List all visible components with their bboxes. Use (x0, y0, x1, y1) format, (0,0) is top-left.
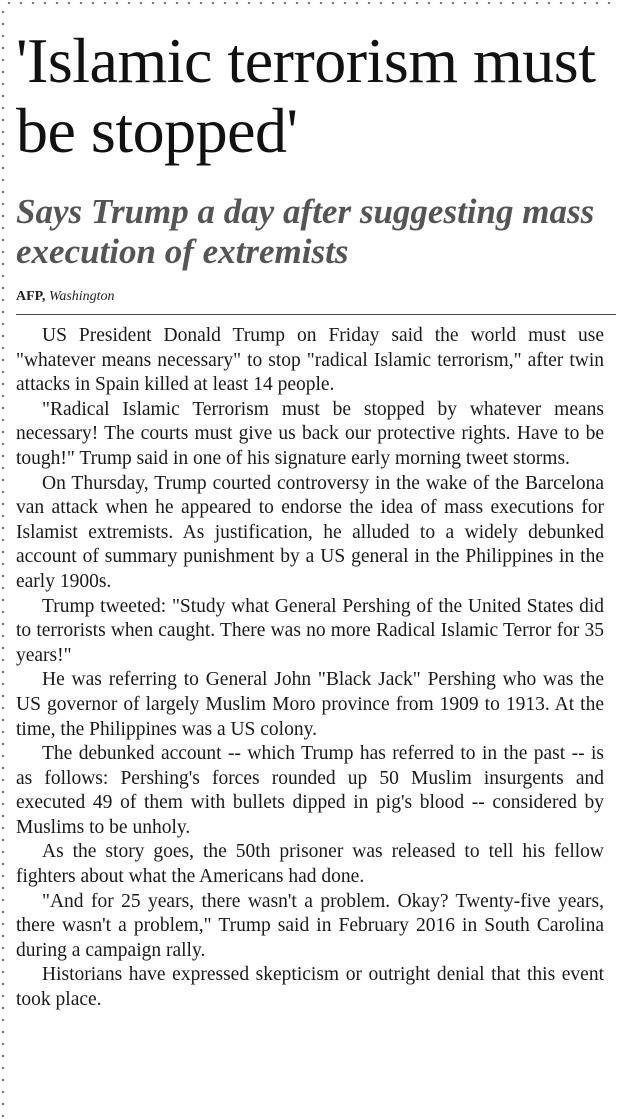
subheadline: Says Trump a day after suggesting mass execution of extremists (16, 192, 595, 271)
byline-divider (16, 314, 616, 315)
article-paragraph-5: He was referring to General John "Black Jack" Pershing who was the US governor of largely Muslim Moro province from 1909 to 1913. At the time, the Philippines was a US colony. (16, 669, 604, 740)
article-paragraph-6: The debunked account -- which Trump has referred to in the past -- is as follows: Pershing's forces rounded up 50 Muslim insurgents and executed 49 of them with bullets dipped in pig's blood -- considered by Muslims to be unholy. (16, 743, 604, 838)
article-paragraph-7: As the story goes, the 50th prisoner was released to tell his fellow fighters about what the Americans had done. (16, 841, 604, 888)
byline (16, 288, 115, 306)
article-paragraph-2: "Radical Islamic Terrorism must be stopped by whatever means necessary! The courts must give us back our protective rights. Have to be tough!" Trump said in one of his signature early morning tweet storms. (16, 398, 604, 469)
article-paragraph-3: On Thursday, Trump courted controversy in the wake of the Barcelona van attack when he appeared to endorse the idea of mass executions for Islamist extremists. As justification, he alluded to a widely debunked account of summary punishment by a US general in the Philippines in the early 1900s. (16, 472, 604, 592)
byline-agency: AFP, (16, 289, 46, 304)
dotted-cut-border-left (0, 6, 6, 1119)
article-paragraph-4: Trump tweeted: "Study what General Pershing of the United States did to terrorists when caught. There was no more Radical Islamic Terror for 35 years!" (16, 595, 604, 666)
headline: 'Islamic terrorism must be stopped' (16, 25, 596, 166)
article-paragraph-9: Historians have expressed skepticism or outright denial that this event took place. (16, 964, 604, 1011)
article-paragraph-1: US President Donald Trump on Friday said the world must use "whatever means necessary" to stop "radical Islamic terrorism," after twin attacks in Spain killed at least 14 people. (16, 325, 604, 396)
byline-location: Washington (48, 289, 115, 304)
article-paragraph-8: "And for 25 years, there wasn't a problem. Okay? Twenty-five years, there wasn't a problem," Trump said in February 2016 in South Carolina during a campaign rally. (16, 890, 604, 961)
article-body (16, 324, 604, 1013)
dotted-cut-border-top (0, 0, 619, 6)
